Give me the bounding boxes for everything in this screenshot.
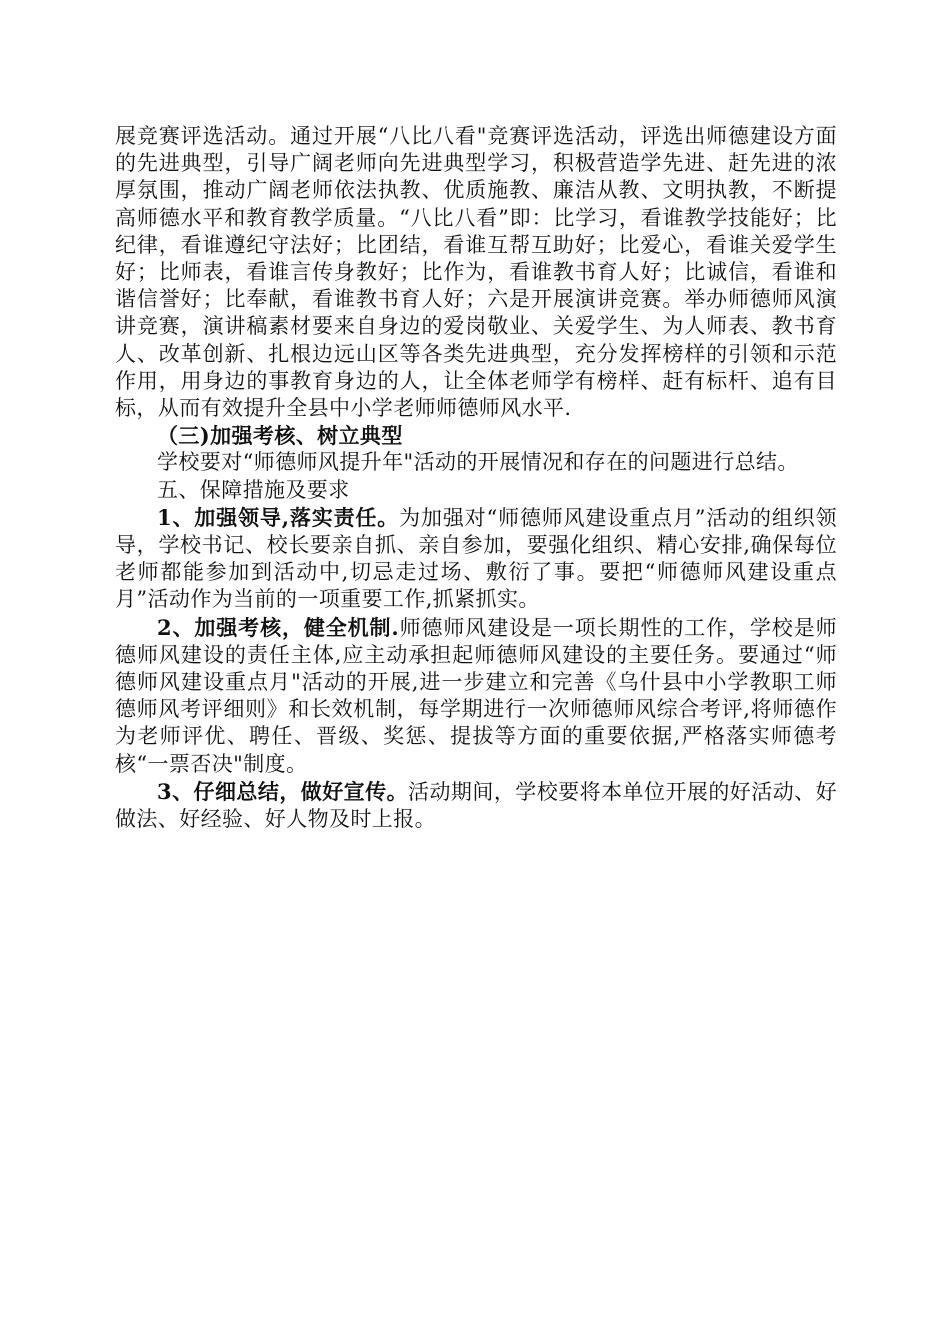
list-item-publicity-lead: 3、仔细总结，做好宣传。 [157,778,409,804]
document-body [115,123,837,833]
list-item-leadership-lead: 1、加强领导,落实责任。 [157,504,400,530]
section-heading-safeguards: 五、保障措施及要求 [157,477,350,502]
list-item-assessment-mechanism [115,614,837,778]
list-item-assessment-mechanism-body: 师德师风建设是一项长期性的工作，学校是师德师风建设的责任主体,应主动承担起师德师风建设的主要任务。要通过“师德师风建设重点月"活动的开展,进一步建立和完善《乌什县中小学教职工师德师风考评细则》和长效机制，每学期进行一次师德师风综合考评,将师德作为老师评优、聘任、晋级、奖惩、提拔等方面的重要依据,严格落实师德考核“一票否决"制度。 [115,615,837,776]
list-item-leadership [115,504,837,614]
section-heading-assessment: （三)加强考核、树立典型 [157,423,403,449]
paragraph-summary: 学校要对“师德师风提升年"活动的开展情况和存在的问题进行总结。 [157,450,799,475]
list-item-assessment-mechanism-lead: 2、加强考核，健全机制. [157,614,400,640]
paragraph-competition-activities: 展竞赛评选活动。通过开展“八比八看"竞赛评选活动，评选出师德建设方面的先进典型，引导广阔老师向先进典型学习，积极营造学先进、赶先进的浓厚氛围，推动广阔老师依法执教、优质施教、廉洁从教、文明执教，不断提高师德水平和教育教学质量。“八比八看”即：比学习，看谁教学技能好；比纪律，看谁遵纪守法好；比团结，看谁互帮互助好；比爱心，看谁关爱学生好；比师表，看谁言传身教好；比作为，看谁教书育人好；比诚信，看谁和谐信誉好；比奉献，看谁教书育人好；六是开展演讲竞赛。举办师德师风演讲竞赛，演讲稿素材要来自身边的爱岗敬业、关爱学生、为人师表、教书育人、改革创新、扎根边远山区等各类先进典型，充分发挥榜样的引领和示范作用，用身边的事教育身边的人，让全体老师学有榜样、赶有标杆、追有目标，从而有效提升全县中小学老师师德师风水平. [115,124,837,421]
list-item-publicity-body: 活动期间，学校要将本单位开展的好活动、好做法、好经验、好人物及时上报。 [115,779,837,832]
list-item-publicity [115,778,837,833]
list-item-leadership-body: 为加强对“师德师风建设重点月”活动的组织领导，学校书记、校长要亲自抓、亲自参加，要强化组织、精心安排,确保每位老师都能参加到活动中,切忌走过场、敷衍了事。要把“师德师风建设重点月”活动作为当前的一项重要工作,抓紧抓实。 [115,505,837,612]
